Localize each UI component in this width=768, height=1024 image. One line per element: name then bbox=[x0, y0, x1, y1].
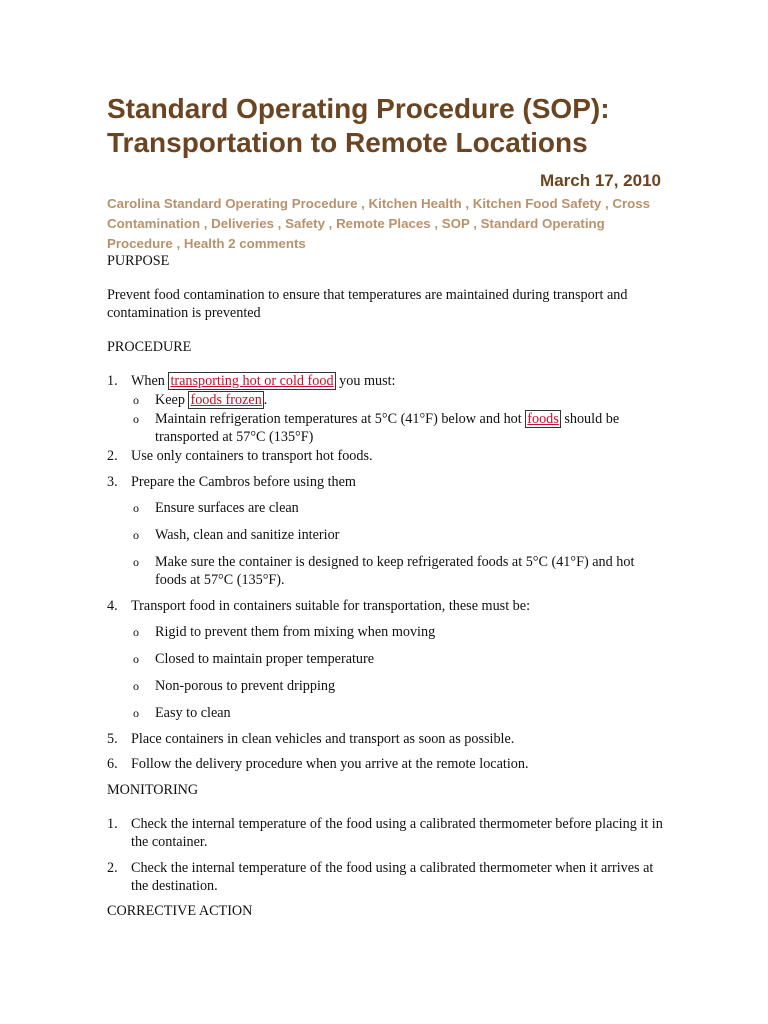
procedure-item-6: 6. Follow the delivery procedure when you arrive at the remote location. bbox=[107, 756, 529, 772]
post-date: March 17, 2010 bbox=[540, 171, 661, 190]
procedure-item-5: 5. Place containers in clean vehicles and transport as soon as possible. bbox=[107, 731, 515, 747]
bullet-icon: o bbox=[133, 528, 139, 542]
procedure-subitem: o Rigid to prevent them from mixing when moving bbox=[133, 624, 436, 640]
bullet-icon: o bbox=[133, 706, 139, 720]
procedure-item-1: 1. When transporting hot or cold food you must: o Keep foods frozen . o Maintain refrigeration temperatures at 5°C (41°F) below and hot foods should be transported at 57°C (135°F) bbox=[107, 372, 667, 446]
procedure-subitem: o Non-porous to prevent dripping bbox=[133, 678, 336, 694]
procedure-subitem: o Easy to clean bbox=[133, 705, 231, 721]
procedure-subitem: o Make sure the container is designed to keep refrigerated foods at 5°C (41°F) and hot foods at 57°C (135°F). bbox=[133, 554, 635, 588]
procedure-item-3: 3. Prepare the Cambros before using them o Ensure surfaces are clean o Wash, clean and sanitize interior o Make sure the container is designed to keep refrigerated foods at 5°C (41°F) and hot foods at 57°C (135°F). bbox=[107, 473, 667, 589]
bullet-icon: o bbox=[133, 555, 139, 569]
bullet-icon: o bbox=[133, 652, 139, 666]
purpose-heading: PURPOSE bbox=[107, 253, 170, 269]
document-body bbox=[107, 252, 667, 920]
bullet-icon: o bbox=[133, 501, 139, 515]
bullet-icon: o bbox=[133, 412, 139, 426]
procedure-subitem: o Wash, clean and sanitize interior bbox=[133, 527, 340, 543]
monitoring-heading: MONITORING bbox=[107, 782, 199, 798]
transporting-food-link[interactable]: transporting hot or cold food bbox=[170, 373, 334, 389]
bullet-icon: o bbox=[133, 679, 139, 693]
monitoring-item: 1. Check the internal temperature of the food using a calibrated thermometer before placing it in the container. bbox=[107, 816, 663, 850]
monitoring-list bbox=[107, 815, 667, 895]
corrective-action-heading: CORRECTIVE ACTION bbox=[107, 903, 253, 919]
bullet-icon: o bbox=[133, 625, 139, 639]
procedure-subitem: o Keep foods frozen . bbox=[133, 392, 268, 408]
procedure-item-2: 2. Use only containers to transport hot foods. bbox=[107, 448, 373, 464]
procedure-subitem: o Closed to maintain proper temperature bbox=[133, 651, 375, 667]
procedure-item-4: 4. Transport food in containers suitable for transportation, these must be: o Rigid to prevent them from mixing when moving o Closed to maintain proper temperature o Non-porous to prevent dripping o Easy to clean bbox=[107, 597, 667, 722]
procedure-list bbox=[107, 372, 667, 773]
monitoring-item: 2. Check the internal temperature of the food using a calibrated thermometer when it arrives at the destination. bbox=[107, 860, 654, 894]
foods-link[interactable]: foods bbox=[527, 411, 559, 427]
bullet-icon: o bbox=[133, 393, 139, 407]
purpose-text: Prevent food contamination to ensure that temperatures are maintained during transport and contamination is prevented bbox=[107, 287, 628, 321]
tag-list[interactable]: Carolina Standard Operating Procedure , Kitchen Health , Kitchen Food Safety , Cross Contamination , Deliveries , Safety , Remote Places , SOP , Standard Operating Procedure , Health 2 comments bbox=[107, 196, 651, 251]
procedure-subitem: o Ensure surfaces are clean bbox=[133, 500, 299, 516]
procedure-heading: PROCEDURE bbox=[107, 339, 192, 355]
procedure-subitem: o Maintain refrigeration temperatures at 5°C (41°F) below and hot foods should be transported at 57°C (135°F) bbox=[133, 411, 620, 445]
foods-frozen-link[interactable]: foods frozen bbox=[190, 392, 262, 408]
page-title: Standard Operating Procedure (SOP): Transportation to Remote Locations bbox=[107, 93, 610, 158]
